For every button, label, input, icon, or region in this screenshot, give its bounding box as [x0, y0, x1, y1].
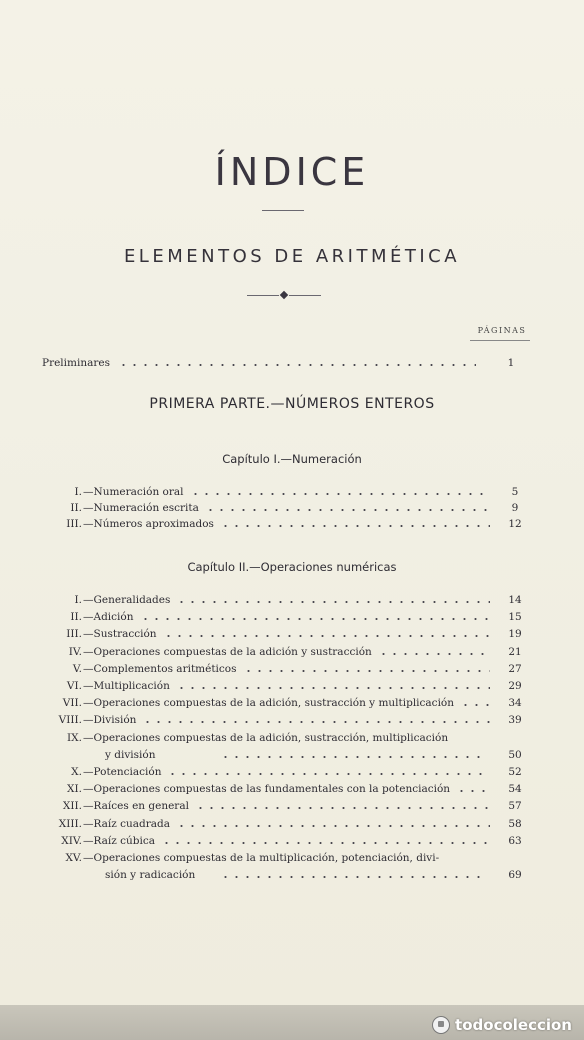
toc-entry	[0, 816, 584, 832]
toc-entry	[0, 678, 584, 694]
toc-entry-text: sión y radicación	[105, 869, 196, 882]
leader-dots	[161, 838, 490, 848]
leader-dots	[460, 700, 490, 710]
toc-entry-number: V.	[72, 662, 82, 675]
toc-entry-text: —Numeración escrita	[83, 502, 199, 514]
toc-entry-preliminares	[0, 355, 584, 371]
toc-entry	[0, 516, 584, 532]
toc-entry	[0, 781, 584, 797]
toc-entry-text: —Complementos aritméticos	[83, 662, 237, 675]
toc-entry-number: VIII.	[58, 714, 82, 727]
toc-entry-page: 52	[508, 766, 522, 778]
toc-entry-text: —División	[83, 714, 137, 727]
toc-entry-page: 1	[507, 357, 515, 369]
toc-entry-text: y división	[105, 748, 156, 761]
page-edge-shadow	[0, 1005, 584, 1040]
toc-entry-number: IX.	[67, 731, 82, 744]
toc-entry-text: —Operaciones compuestas de las fundamentales con la potenciación	[83, 783, 451, 796]
chapter-title: Capítulo I.—Numeración	[222, 452, 362, 466]
leader-dots	[195, 803, 490, 813]
toc-entry-page: 57	[508, 800, 522, 813]
toc-entry-number: II.	[70, 611, 82, 624]
toc-entry-number: I.	[74, 486, 82, 498]
leader-dots	[205, 505, 490, 515]
toc-entry-text: —Raíz cuadrada	[83, 817, 171, 830]
toc-entry	[0, 592, 584, 608]
leader-dots	[190, 489, 490, 499]
toc-entry-number: XIV.	[61, 834, 82, 847]
toc-entry-text: —Raíz cúbica	[83, 834, 155, 847]
leader-dots	[167, 769, 490, 779]
toc-entry-text: —Operaciones compuestas de la adición, sustracción, multiplicación	[83, 731, 449, 744]
watermark-logo-icon	[432, 1016, 450, 1034]
toc-entry-page: 34	[508, 697, 522, 710]
toc-entry-page: 12	[508, 518, 522, 530]
toc-entry-number: X.	[71, 766, 82, 778]
part-title: PRIMERA PARTE.—NÚMEROS ENTEROS	[149, 396, 435, 412]
toc-entry-number: III.	[66, 518, 82, 530]
toc-entry	[0, 850, 584, 866]
leader-dots	[243, 666, 490, 676]
toc-entry-text: —Operaciones compuestas de la adición y sustracción	[83, 645, 372, 658]
leader-dots	[220, 872, 484, 882]
book-subtitle: ELEMENTOS DE ARITMÉTICA	[123, 246, 461, 267]
leader-dots	[176, 597, 490, 607]
title-divider	[262, 210, 304, 211]
toc-entry	[0, 626, 584, 642]
toc-entry-page: 21	[508, 645, 522, 658]
toc-entry-page: 19	[508, 628, 522, 641]
toc-entry-number: XII.	[62, 800, 82, 813]
toc-entry-number: XI.	[67, 783, 82, 796]
toc-entry-page: 50	[508, 748, 522, 761]
toc-entry-number: III.	[66, 628, 82, 641]
toc-entry	[0, 833, 584, 849]
toc-entry-continuation	[0, 867, 584, 883]
toc-entry-page: 39	[508, 714, 522, 727]
pages-column-rule	[470, 340, 530, 341]
toc-entry-number: XV.	[65, 852, 82, 864]
toc-entry-text: —Sustracción	[83, 628, 157, 641]
toc-entry	[0, 661, 584, 677]
toc-entry	[0, 484, 584, 500]
index-title: ÍNDICE	[214, 150, 370, 194]
toc-entry-text: —Raíces en general	[83, 800, 189, 813]
toc-entry-page: 15	[508, 611, 522, 624]
toc-entry-number: VII.	[62, 697, 82, 710]
watermark: todocoleccion	[432, 1016, 572, 1034]
leader-dots	[220, 752, 484, 762]
toc-entry-text: Preliminares	[42, 357, 110, 369]
toc-entry-number: IV.	[68, 645, 82, 658]
diamond-icon	[280, 291, 288, 299]
leader-dots	[176, 683, 490, 693]
toc-entry-number: VI.	[66, 680, 82, 692]
toc-entry	[0, 798, 584, 814]
toc-entry-page: 54	[508, 783, 522, 796]
toc-entry-number: I.	[74, 594, 82, 606]
toc-entry-text: —Numeración oral	[83, 486, 184, 498]
toc-entry-page: 29	[508, 680, 522, 692]
toc-entry	[0, 609, 584, 625]
toc-entry-page: 58	[508, 817, 522, 830]
toc-entry-text: —Generalidades	[83, 594, 171, 606]
leader-dots	[456, 786, 490, 796]
leader-dots	[176, 821, 490, 831]
toc-entry-page: 27	[508, 662, 522, 675]
toc-entry-text: —Potenciación	[83, 766, 162, 778]
toc-entry-page: 63	[508, 834, 522, 847]
toc-entry-number: II.	[70, 502, 82, 514]
toc-entry-text: —Operaciones compuestas de la adición, sustracción y multiplicación	[83, 697, 455, 710]
toc-entry-page: 69	[508, 869, 522, 882]
leader-dots	[140, 614, 490, 624]
toc-entry-text: —Números aproximados	[83, 518, 214, 530]
leader-dots	[220, 521, 490, 531]
toc-entry	[0, 764, 584, 780]
chapter-title: Capítulo II.—Operaciones numéricas	[187, 560, 397, 574]
toc-entry-text: —Adición	[83, 611, 134, 624]
toc-entry-text: —Operaciones compuestas de la multiplicación, potenciación, divi-	[83, 852, 440, 864]
pages-column-label: PÁGINAS	[477, 326, 527, 335]
toc-entry-page: 5	[511, 486, 519, 498]
leader-dots	[142, 717, 490, 727]
toc-entry	[0, 712, 584, 728]
ornament-divider	[247, 290, 321, 300]
toc-entry-text: —Multiplicación	[83, 680, 170, 692]
toc-entry	[0, 730, 584, 746]
leader-dots	[163, 631, 490, 641]
toc-entry	[0, 695, 584, 711]
toc-entry	[0, 500, 584, 516]
leader-dots	[378, 649, 490, 659]
toc-entry-page: 9	[511, 502, 519, 514]
toc-entry-continuation	[0, 747, 584, 763]
toc-entry-number: XIII.	[58, 817, 82, 830]
toc-entry	[0, 644, 584, 660]
toc-entry-page: 14	[508, 594, 522, 606]
leader-dots	[118, 360, 476, 370]
